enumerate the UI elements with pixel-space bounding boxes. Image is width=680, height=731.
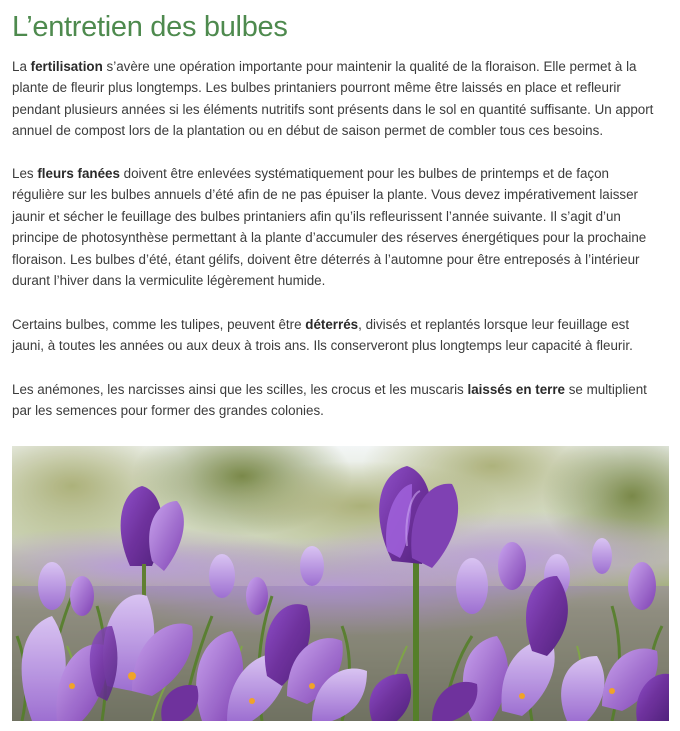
paragraph-text: , divisés et replantés lorsque leur feuillage est jauni, à toutes les années ou aux deux à trois ans. Ils conserveront plus longtemps leur capacité à fleurir. <box>12 317 633 354</box>
paragraph-text: Les anémones, les narcisses ainsi que les scilles, les crocus et les muscaris <box>12 382 468 397</box>
paragraph-text: doivent être enlevées systématiquement pour les bulbes de printemps et de façon régulière sur les bulbes annuels d’été afin de ne pas épuiser la plante. Vous devez impérativement laisser jaunir et sécher le feuillage des bulbes printaniers afin qu’ils refleurissent l’année suivante. Il s’agit d’un principe de photosynthèse permettant à la plante d’accumuler des réserves énergétiques pour la prochaine floraison. Les bulbes d’été, étant gélifs, doivent être déterrés à l’automne pour être entreposés à l’intérieur durant l’hiver dans la vermiculite légèrement humide. <box>12 166 647 289</box>
paragraph-keyword: fleurs fanées <box>37 166 120 181</box>
paragraph-keyword: déterrés <box>305 317 359 332</box>
paragraph-fleurs-fanees <box>12 163 664 291</box>
paragraph-keyword: fertilisation <box>30 59 103 74</box>
paragraph-text: s’avère une opération importante pour maintenir la qualité de la floraison. Elle permet à la plante de fleurir plus longtemps. Les bulbes printaniers pourront même être laissés en place et refleurir pendant plusieurs années si les éléments nutritifs sont présents dans le sol en quantité suffisante. Un apport annuel de compost lors de la plantation ou en début de saison permet de combler tous ces besoins. <box>12 59 654 139</box>
article <box>12 0 672 419</box>
paragraph-laisses-en-terre <box>12 379 664 422</box>
paragraph-text: se multiplient par les semences pour former des grandes colonies. <box>12 382 647 419</box>
paragraph-fertilisation <box>12 56 664 142</box>
paragraph-text: Les <box>12 166 38 181</box>
paragraph-text: Certains bulbes, comme les tulipes, peuvent être <box>12 317 306 332</box>
paragraph-deterres <box>12 314 664 357</box>
paragraph-text: La <box>12 59 31 74</box>
page-title: L’entretien des bulbes <box>12 11 288 43</box>
crocus-illustration <box>12 446 669 721</box>
crocus-field-photo <box>12 446 669 721</box>
paragraph-keyword: laissés en terre <box>467 382 566 397</box>
